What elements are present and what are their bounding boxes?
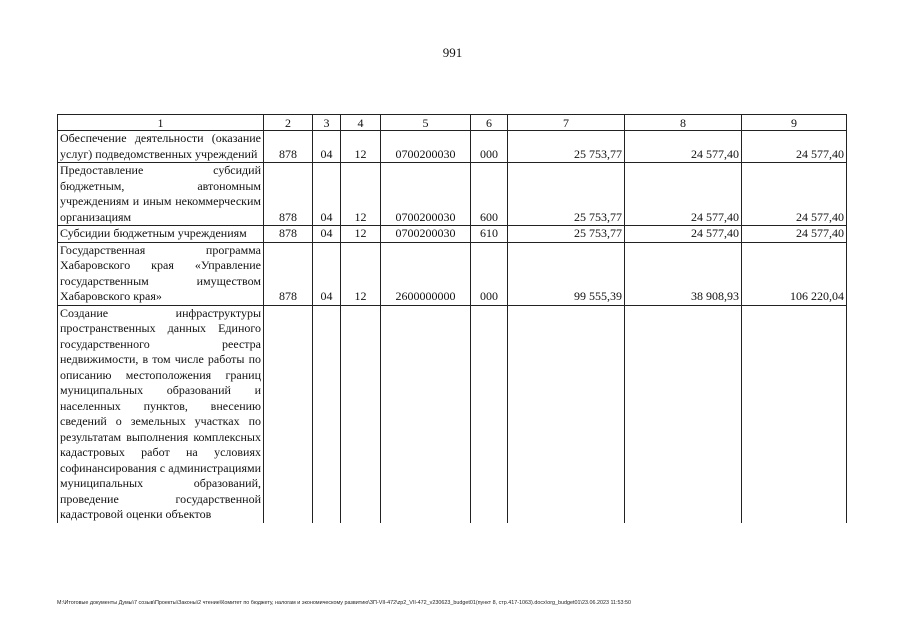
budget-table <box>57 114 847 523</box>
cell-expense-type: 600 <box>471 163 508 226</box>
cell-amount-2: 24 577,40 <box>625 131 742 163</box>
cell-amount-2 <box>625 305 742 523</box>
row-name: Государственная программа Хабаровского края «Управление государственным имуществом Хабаровского края» <box>58 242 264 305</box>
column-header: 1 <box>58 115 264 131</box>
table-row <box>58 131 847 163</box>
cell-gr-code: 878 <box>264 131 313 163</box>
cell-gr-code <box>264 305 313 523</box>
cell-expense-type <box>471 305 508 523</box>
table-row <box>58 242 847 305</box>
cell-gr-code: 878 <box>264 163 313 226</box>
column-header: 5 <box>381 115 471 131</box>
row-name: Субсидии бюджетным учреждениям <box>58 226 264 243</box>
cell-amount-1: 25 753,77 <box>508 131 625 163</box>
cell-subsection: 12 <box>341 242 381 305</box>
cell-subsection: 12 <box>341 226 381 243</box>
cell-target-article: 2600000000 <box>381 242 471 305</box>
cell-amount-1 <box>508 305 625 523</box>
cell-section <box>313 305 341 523</box>
table-row <box>58 305 847 523</box>
cell-amount-1: 25 753,77 <box>508 226 625 243</box>
cell-amount-3: 24 577,40 <box>742 226 847 243</box>
table-row <box>58 226 847 243</box>
column-header: 2 <box>264 115 313 131</box>
cell-amount-2: 24 577,40 <box>625 226 742 243</box>
column-header: 6 <box>471 115 508 131</box>
column-header: 3 <box>313 115 341 131</box>
cell-target-article: 0700200030 <box>381 131 471 163</box>
document-path-footer: M:\Итоговые документы Думы\7 созыв\Проекты\Законы\2 чтение\Комитет по бюджету, налогам и экономическому развитию\ЗП-VII-472\zp2_VII-472_v230623_budget01(пункт 8, стр.417-1063).docx\org_budget01\23.06.2023 11:53:50 <box>57 600 632 606</box>
cell-expense-type: 610 <box>471 226 508 243</box>
cell-amount-3 <box>742 305 847 523</box>
column-header: 7 <box>508 115 625 131</box>
cell-subsection: 12 <box>341 131 381 163</box>
cell-amount-2: 38 908,93 <box>625 242 742 305</box>
cell-section: 04 <box>313 131 341 163</box>
table-row <box>58 163 847 226</box>
cell-subsection: 12 <box>341 163 381 226</box>
cell-section: 04 <box>313 226 341 243</box>
cell-expense-type: 000 <box>471 131 508 163</box>
cell-target-article: 0700200030 <box>381 163 471 226</box>
cell-amount-3: 24 577,40 <box>742 163 847 226</box>
cell-section: 04 <box>313 242 341 305</box>
table-header-row <box>58 115 847 131</box>
column-header: 4 <box>341 115 381 131</box>
cell-amount-2: 24 577,40 <box>625 163 742 226</box>
cell-section: 04 <box>313 163 341 226</box>
cell-gr-code: 878 <box>264 242 313 305</box>
cell-amount-1: 25 753,77 <box>508 163 625 226</box>
row-name: Создание инфраструктуры пространственных данных Единого государственного реестра недвижимости, в том числе работы по описанию местоположения границ муниципальных образований и населенных пунктов, внесению сведений о земельных участках по результатам выполнения комплексных кадастровых работ на условиях софинансирования с администрациями муниципальных образований, проведение государственной кадастровой оценки объектов <box>58 305 264 523</box>
cell-amount-3: 106 220,04 <box>742 242 847 305</box>
cell-target-article: 0700200030 <box>381 226 471 243</box>
column-header: 9 <box>742 115 847 131</box>
row-name: Предоставление субсидий бюджетным, автономным учреждениям и иным некоммерческим организациям <box>58 163 264 226</box>
cell-amount-1: 99 555,39 <box>508 242 625 305</box>
cell-expense-type: 000 <box>471 242 508 305</box>
cell-subsection <box>341 305 381 523</box>
cell-target-article <box>381 305 471 523</box>
cell-gr-code: 878 <box>264 226 313 243</box>
row-name: Обеспечение деятельности (оказание услуг) подведомственных учреждений <box>58 131 264 163</box>
page-number: 991 <box>442 45 463 60</box>
column-header: 8 <box>625 115 742 131</box>
cell-amount-3: 24 577,40 <box>742 131 847 163</box>
